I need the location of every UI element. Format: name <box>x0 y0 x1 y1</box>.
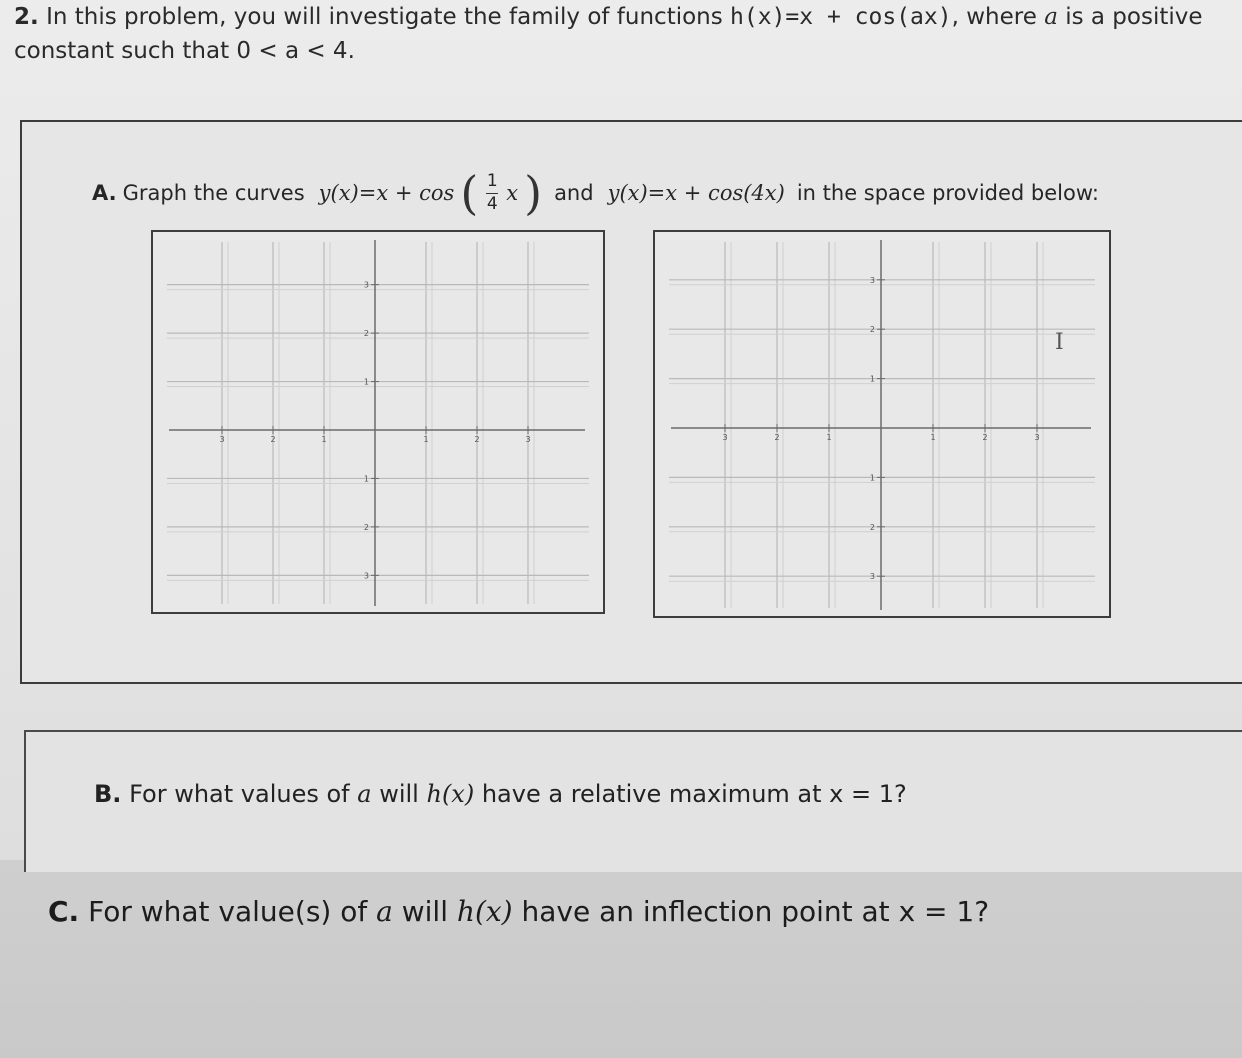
part-c-text3: have an inflection point at <box>521 895 890 928</box>
part-a-tail: in the space provided below: <box>796 181 1099 205</box>
curve1-var: x <box>506 181 519 205</box>
y-tick-label: 2 <box>869 522 875 532</box>
function-family: h(x)=x + cos(ax) <box>730 4 952 30</box>
param-a: a <box>1044 4 1058 30</box>
part-c-hx: h(x) <box>456 895 513 928</box>
x-tick-label: 3 <box>219 435 225 444</box>
x-tick-label: 2 <box>474 435 480 444</box>
problem-text-end: is a positive <box>1065 4 1203 30</box>
part-a-text: Graph the curves <box>122 181 305 205</box>
text-cursor-icon: I <box>1055 330 1064 355</box>
problem-statement-line2 <box>14 38 355 64</box>
left-paren: ( <box>460 166 479 220</box>
graph-left[interactable] <box>151 230 605 614</box>
part-b-text3: have a relative maximum at <box>481 780 822 808</box>
fraction-one-quarter <box>486 170 498 214</box>
part-b-text2: will <box>379 780 419 808</box>
fraction-denominator: 4 <box>486 193 498 214</box>
part-b-text1: For what values of <box>129 780 350 808</box>
part-c-text2: will <box>401 895 448 928</box>
y-tick-label: 1 <box>869 374 875 384</box>
y-tick-label: 2 <box>869 325 875 335</box>
right-paren: ) <box>524 166 543 220</box>
part-a-question <box>92 158 1099 228</box>
lower-worksheet-background <box>0 860 1242 1058</box>
y-tick-label: 3 <box>869 572 875 582</box>
part-c-cond: x = 1? <box>898 895 990 928</box>
x-tick-label: 3 <box>722 433 728 442</box>
graph-right[interactable] <box>653 230 1111 618</box>
graph-right-grid <box>655 232 1109 616</box>
part-b-cond: x = 1? <box>829 780 907 808</box>
x-tick-label: 2 <box>270 435 276 444</box>
y-tick-label: 2 <box>363 522 369 532</box>
problem-text: In this problem, you will investigate the family of functions <box>46 4 723 30</box>
part-c-label: C. <box>48 895 80 928</box>
part-b-label: B. <box>94 780 122 808</box>
part-c-question <box>48 895 989 928</box>
curve1-prefix: y(x)=x + cos <box>318 181 455 205</box>
x-tick-label: 2 <box>774 433 780 442</box>
part-c-text1: For what value(s) of <box>88 895 368 928</box>
part-a-label: A. <box>92 181 117 205</box>
x-tick-label: 2 <box>982 433 988 442</box>
part-b-question <box>94 780 907 808</box>
problem-text-line2: constant such that <box>14 38 230 64</box>
part-b-hx: h(x) <box>426 780 475 808</box>
y-tick-label: 1 <box>869 473 875 483</box>
fraction-numerator: 1 <box>486 170 498 191</box>
x-tick-label: 1 <box>423 435 429 444</box>
y-tick-label: 1 <box>363 474 369 484</box>
curve2: y(x)=x + cos(4x) <box>607 181 785 205</box>
part-b-a: a <box>357 780 372 808</box>
y-tick-label: 3 <box>363 280 369 290</box>
part-c-a: a <box>376 895 393 928</box>
y-tick-label: 3 <box>869 275 875 285</box>
constraint: 0 < a < 4. <box>236 38 355 64</box>
x-tick-label: 1 <box>826 433 832 442</box>
x-tick-label: 1 <box>321 435 327 444</box>
x-tick-label: 1 <box>930 433 936 442</box>
x-tick-label: 3 <box>1034 433 1040 442</box>
graph-left-grid <box>153 232 603 612</box>
problem-statement-line1 <box>14 4 1203 30</box>
and-word: and <box>554 181 594 205</box>
problem-number: 2. <box>14 4 39 30</box>
x-tick-label: 3 <box>525 435 531 444</box>
y-tick-label: 2 <box>363 329 369 339</box>
y-tick-label: 3 <box>363 571 369 581</box>
y-tick-label: 1 <box>363 377 369 387</box>
problem-text-tail: , where <box>951 4 1037 30</box>
